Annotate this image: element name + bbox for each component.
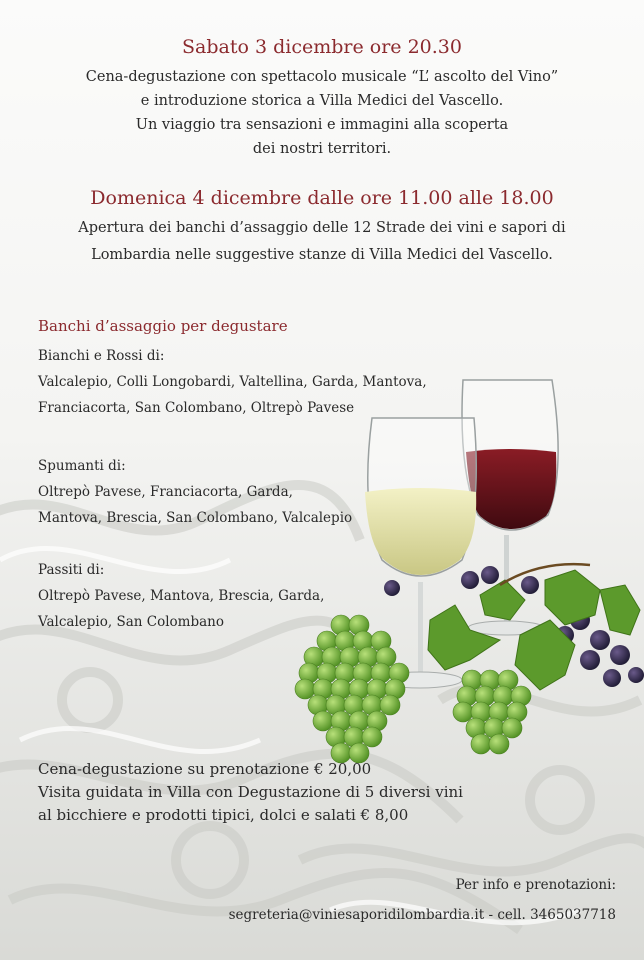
green-grape (453, 702, 473, 722)
banchi-group-bianchi-rossi (38, 343, 427, 421)
banchi-group-passiti (38, 557, 324, 635)
prices-block (38, 758, 463, 827)
price-line: al bicchiere e prodotti tipici, dolci e salati € 8,00 (38, 806, 409, 824)
group-line: Oltrepò Pavese, Franciacorta, Garda, (38, 484, 293, 500)
green-grape (471, 734, 491, 754)
sunday-line: Apertura dei banchi d’assaggio delle 12 Strade dei vini e sapori di (78, 220, 566, 236)
saturday-heading: Sabato 3 dicembre ore 20.30 (182, 36, 462, 58)
saturday-line: dei nostri territori. (252, 141, 392, 157)
contact-label: Per info e prenotazioni: (455, 877, 616, 893)
contact-separator: - cell. (484, 907, 531, 923)
price-line: Visita guidata in Villa con Degustazione di 5 diversi vini (38, 783, 463, 801)
green-grape (380, 695, 400, 715)
green-grape (362, 727, 382, 747)
group-line: Oltrepò Pavese, Mantova, Brescia, Garda, (38, 588, 325, 604)
contact-block (229, 870, 616, 930)
group-line: Franciacorta, San Colombano, Oltrepò Pavese (38, 400, 355, 416)
contact-email-link[interactable]: segreteria@viniesaporidilombardia.it (228, 907, 485, 923)
group-line: Valcalepio, Colli Longobardi, Valtellina, Garda, Mantova, (38, 374, 427, 390)
green-grape (313, 711, 333, 731)
green-grape (502, 718, 522, 738)
saturday-line: Cena-degustazione con spettacolo musicale “L’ ascolto del Vino” (85, 69, 559, 85)
saturday-description (0, 65, 644, 161)
sunday-description (0, 215, 644, 269)
green-grape (295, 679, 315, 699)
group-line: Valcalepio, San Colombano (38, 614, 224, 630)
saturday-line: e introduzione storica a Villa Medici del Vascello. (140, 93, 504, 109)
contact-phone[interactable]: 3465037718 (530, 907, 616, 923)
banchi-group-spumanti (38, 453, 352, 531)
group-label: Bianchi e Rossi di: (38, 348, 165, 364)
sunday-heading: Domenica 4 dicembre dalle ore 11.00 alle 18.00 (90, 187, 554, 209)
group-label: Passiti di: (38, 562, 105, 578)
green-grape (489, 734, 509, 754)
group-label: Spumanti di: (38, 458, 126, 474)
sunday-line: Lombardia nelle suggestive stanze di Villa Medici del Vascello. (91, 247, 553, 263)
saturday-line: Un viaggio tra sensazioni e immagini alla scoperta (135, 117, 509, 133)
contact-details (229, 900, 616, 930)
group-line: Mantova, Brescia, San Colombano, Valcalepio (38, 510, 353, 526)
wine-grapes-illustration (270, 370, 644, 770)
banchi-title: Banchi d’assaggio per degustare (38, 317, 288, 335)
green-grapes (295, 615, 531, 763)
price-line: Cena-degustazione su prenotazione € 20,00 (38, 760, 372, 778)
